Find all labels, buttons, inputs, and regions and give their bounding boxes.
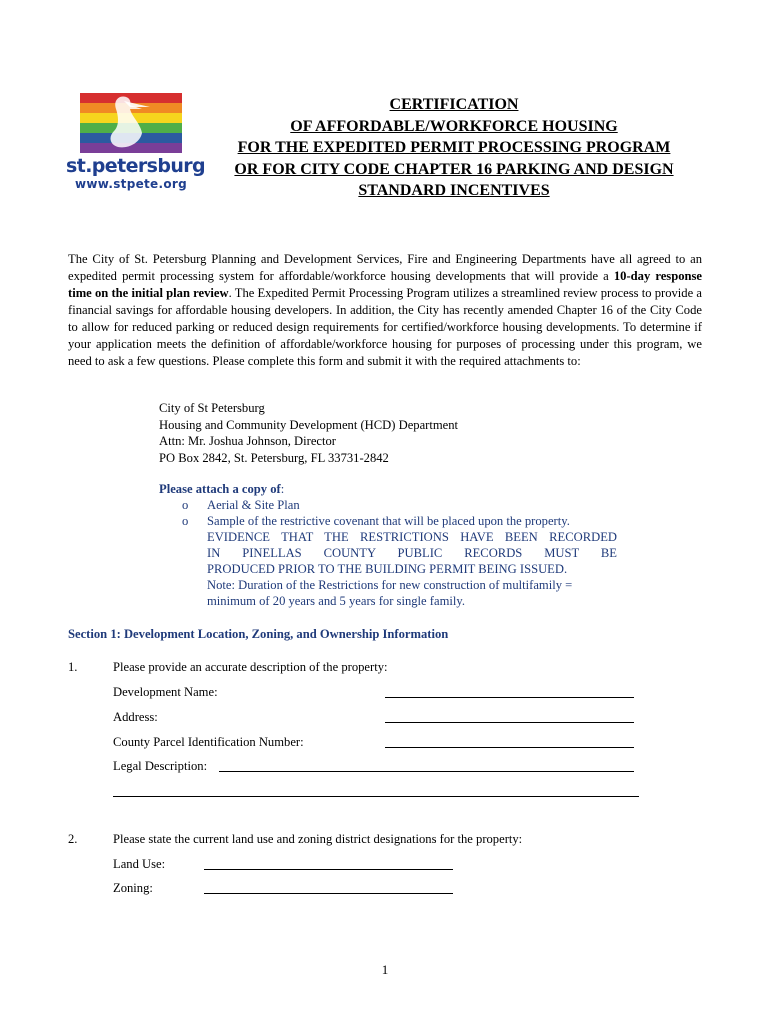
land-use-label: Land Use:	[113, 857, 166, 871]
mailing-address	[159, 400, 458, 466]
address-field[interactable]	[385, 722, 634, 723]
page-number: 1	[381, 962, 389, 977]
legal-description-field-continued[interactable]	[113, 796, 639, 797]
question-number: 1.	[68, 660, 78, 674]
pelican-icon	[80, 93, 182, 153]
address-line: City of St Petersburg	[159, 401, 265, 415]
logo-url: www.stpete.org	[74, 177, 188, 191]
zoning-label: Zoning:	[113, 881, 153, 895]
land-use-field[interactable]	[204, 869, 453, 870]
address-line: PO Box 2842, St. Petersburg, FL 33731-2842	[159, 450, 389, 465]
intro-text: The City of St. Petersburg Planning and Development Services, Fire and Engineering Departments have all agreed to an expedited permit processing system for affordable/workforce housing developments that will provide a	[68, 252, 702, 283]
attachments-colon: :	[280, 482, 285, 496]
attachment-text: Note: Duration of the Restrictions for new construction of multifamily =	[207, 578, 573, 592]
address-label: Address:	[113, 710, 158, 724]
question-number: 2.	[68, 832, 78, 846]
legal-description-label: Legal Description:	[113, 759, 208, 773]
section-heading: Section 1: Development Location, Zoning, and Ownership Information	[68, 627, 449, 641]
attachments-heading: Please attach a copy of	[159, 482, 281, 496]
parcel-id-label: County Parcel Identification Number:	[113, 735, 304, 749]
development-name-field[interactable]	[385, 697, 634, 698]
title-line: OR FOR CITY CODE CHAPTER 16 PARKING AND DESIGN	[234, 160, 674, 178]
title-line: STANDARD INCENTIVES	[358, 182, 550, 199]
title-line: CERTIFICATION	[389, 96, 519, 113]
attachment-text: Sample of the restrictive covenant that will be placed upon the property.	[207, 514, 570, 528]
address-line: Attn: Mr. Joshua Johnson, Director	[159, 434, 337, 448]
logo-wordmark: st.petersburg	[66, 155, 206, 177]
attachment-item	[159, 513, 617, 609]
bullet-icon: o	[182, 514, 189, 528]
title-line: OF AFFORDABLE/WORKFORCE HOUSING	[290, 117, 618, 135]
attachment-text: PRODUCED PRIOR TO THE BUILDING PERMIT BEING ISSUED.	[207, 562, 568, 576]
question-text: Please provide an accurate description of the property:	[113, 660, 388, 674]
intro-paragraph	[68, 251, 702, 370]
attachment-text: EVIDENCE THAT THE RESTRICTIONS HAVE BEEN RECORDED	[207, 530, 617, 544]
parcel-id-field[interactable]	[385, 747, 634, 748]
legal-description-field[interactable]	[219, 771, 634, 772]
bullet-icon: o	[182, 498, 189, 512]
attachment-text: Aerial & Site Plan	[207, 498, 300, 512]
zoning-field[interactable]	[204, 893, 453, 894]
attachment-text: IN PINELLAS COUNTY PUBLIC RECORDS MUST BE	[207, 546, 617, 560]
attachment-item	[159, 497, 617, 513]
attachments-block	[159, 481, 617, 609]
intro-text: . The Expedited Permit Processing Program utilizes a streamlined review process to provide a financial savings for affordable housing developers. In addition, the City has recently amended Chapter 16 of the City Code to allow for reduced parking or reduced design requirements for certified/workforce housing developments. To determine if your application meets the definition of affordable/workforce housing for purposes of processing under this program, we need to ask a few questions. Please complete this form and submit it with the required attachments to:	[68, 286, 702, 368]
city-logo	[66, 93, 206, 203]
document-title	[200, 94, 708, 202]
attachment-text: minimum of 20 years and 5 years for single family.	[207, 594, 465, 608]
address-line: Housing and Community Development (HCD) Department	[159, 417, 459, 432]
development-name-label: Development Name:	[113, 685, 218, 699]
title-line: FOR THE EXPEDITED PERMIT PROCESSING PROGRAM	[237, 139, 671, 156]
intro-bold-text: 10-day response time on the initial plan review	[68, 269, 703, 300]
question-text: Please state the current land use and zoning district designations for the property:	[113, 832, 523, 846]
